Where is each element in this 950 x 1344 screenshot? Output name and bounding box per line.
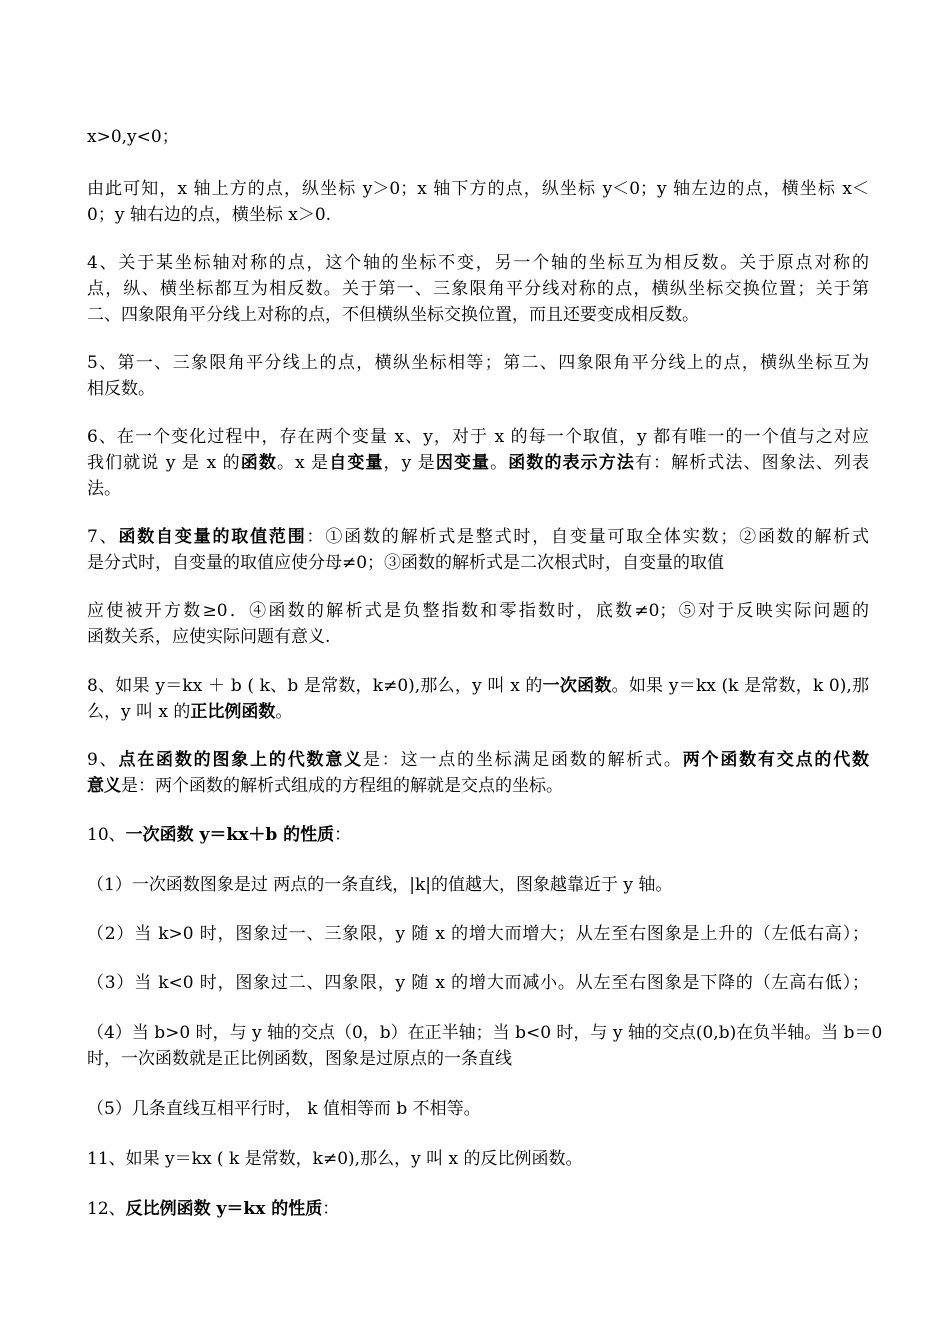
list-item: （5）几条直线互相平行时， k 值相等而 b 不相等。 xyxy=(87,1099,481,1119)
term-independent-variable: 自变量 xyxy=(329,453,384,473)
list-item: （2）当 k>0 时，图象过一、三象限，y 随 x 的增大而增大；从左至右图象是上升的（左低右高）； xyxy=(87,924,869,944)
paragraph-line: 5、第一、三象限角平分线上的点，横纵坐标相等；第二、四象限角平分线上的点，横纵坐标互为 xyxy=(87,353,869,373)
paragraph-line: 意义是：两个函数的解析式组成的方程组的解就是交点的坐标。 xyxy=(87,776,563,796)
term-linear-function: 一次函数 xyxy=(542,676,612,696)
term-intersection-meaning: 两个函数有交点的代数 xyxy=(682,750,870,770)
paragraph-line: 函数关系，应使实际问题有意义. xyxy=(87,627,331,647)
list-item: （4）当 b>0 时，与 y 轴的交点（0，b）在正半轴；当 b<0 时，与 y 轴的交点(0,b)在负半轴。当 b＝0 xyxy=(87,1023,883,1043)
term-function: 函数 xyxy=(240,453,277,473)
section-heading: 10、一次函数 y＝kx＋b 的性质： xyxy=(87,825,352,845)
term-dependent-variable: 因变量 xyxy=(435,453,491,473)
term-proportional-function: 正比例函数 xyxy=(190,702,276,722)
paragraph-line: 么，y 叫 x 的正比例函数。 xyxy=(87,702,293,722)
paragraph-line: 我们就说 y 是 x 的函数。x 是自变量，y 是因变量。函数的表示方法有：解析式法、图象法、列表 xyxy=(87,453,870,473)
paragraph-line: 4、关于某坐标轴对称的点，这个轴的坐标不变，另一个轴的坐标互为相反数。关于原点对称的 xyxy=(87,253,869,273)
paragraph-line: 是分式时，自变量的取值应使分母≠0；③函数的解析式是二次根式时，自变量的取值 xyxy=(87,553,725,573)
term-algebraic-meaning: 点在函数的图象上的代数意义 xyxy=(118,750,363,770)
paragraph-line: 0；y 轴右边的点，横坐标 x＞0. xyxy=(87,205,332,225)
paragraph-line: 由此可知，x 轴上方的点，纵坐标 y＞0；x 轴下方的点，纵坐标 y＜0；y 轴左边的点，横坐标 x＜ xyxy=(87,179,869,199)
paragraph-line: 二、四象限角平分线上对称的点，不但横纵坐标交换位置，而且还要变成相反数。 xyxy=(87,305,699,325)
paragraph-line: 相反数。 xyxy=(87,379,155,399)
paragraph-line: 应使被开方数≥0．④函数的解析式是负整指数和零指数时，底数≠0；⑤对于反映实际问题的 xyxy=(87,601,869,621)
paragraph-line: 8、如果 y＝kx ＋ b ( k、b 是常数，k≠0),那么，y 叫 x 的一次函数。如果 y＝kx (k 是常数，k 0),那 xyxy=(87,676,870,696)
term-domain: 函数自变量的取值范围 xyxy=(118,527,307,547)
paragraph-line: x>0,y<0； xyxy=(87,127,179,147)
paragraph-line: 点，纵、横坐标都互为相反数。关于第一、三象限角平分线对称的点，横纵坐标交换位置；关于第 xyxy=(87,279,869,299)
list-item: 时，一次函数就是正比例函数，图象是过原点的一条直线 xyxy=(87,1049,512,1069)
paragraph-line: 6、在一个变化过程中，存在两个变量 x、y，对于 x 的每一个取值，y 都有唯一的一个值与之对应 xyxy=(87,427,869,447)
paragraph-line: 法。 xyxy=(87,479,121,499)
list-item: （1）一次函数图象是过 两点的一条直线，|k|的值越大，图象越靠近于 y 轴。 xyxy=(87,875,673,895)
paragraph-line: 11、如果 y＝kx ( k 是常数，k≠0),那么，y 叫 x 的反比例函数。 xyxy=(87,1149,583,1169)
term-representation: 函数的表示方法 xyxy=(508,453,635,473)
list-item: （3）当 k<0 时，图象过二、四象限，y 随 x 的增大而减小。从左至右图象是下降的（左高右低）； xyxy=(87,973,869,993)
paragraph-line: 9、点在函数的图象上的代数意义是：这一点的坐标满足函数的解析式。两个函数有交点的代数 xyxy=(87,750,870,770)
section-heading: 12、反比例函数 y＝kx 的性质： xyxy=(87,1199,340,1219)
paragraph-line: 7、函数自变量的取值范围：①函数的解析式是整式时，自变量可取全体实数；②函数的解析式 xyxy=(87,527,869,547)
